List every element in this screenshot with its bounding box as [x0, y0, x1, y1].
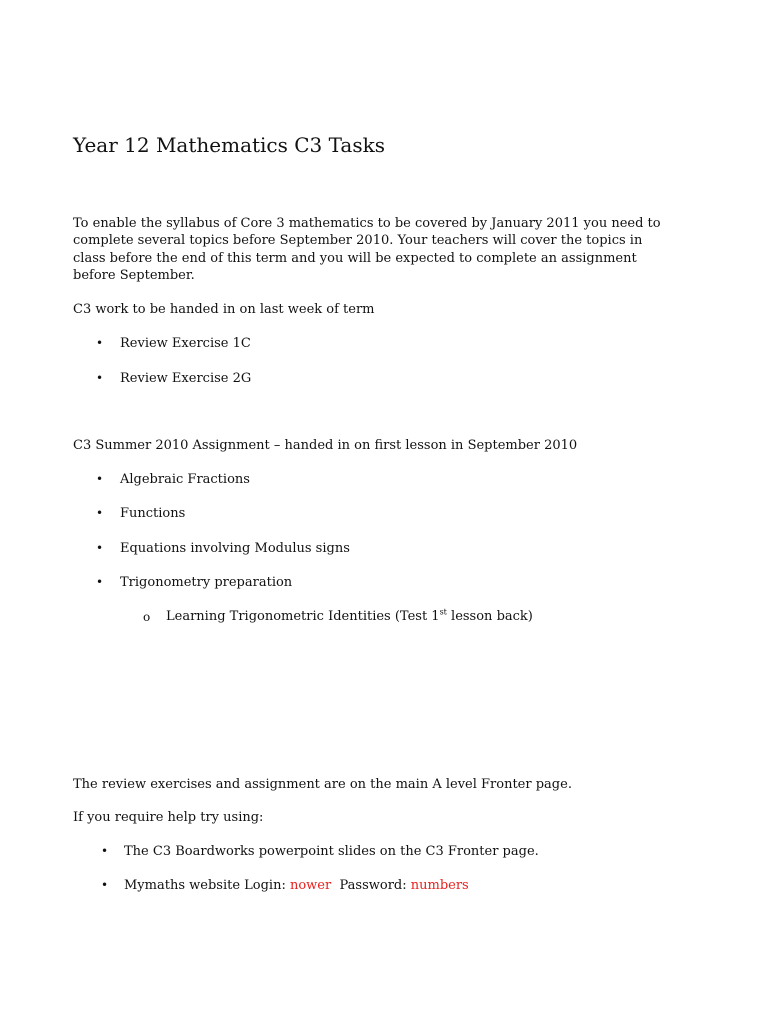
login-value: nower: [289, 878, 332, 893]
help-item-login: [124, 877, 469, 894]
password-value: numbers: [410, 878, 469, 893]
intro-line: class before the end of this term and you will be expected to complete an assignment: [73, 250, 637, 266]
bullet-icon: •: [96, 575, 104, 589]
intro-line: before September.: [73, 267, 195, 283]
list-item: Review Exercise 1C: [120, 336, 251, 351]
help-item: The C3 Boardworks powerpoint slides on the C3 Fronter page.: [124, 844, 539, 859]
bullet-icon: •: [96, 506, 104, 520]
ordinal-superscript: st: [439, 607, 447, 617]
footer-line: The review exercises and assignment are on the main A level Fronter page.: [73, 777, 572, 792]
sub-list-item-text-end: lesson back): [446, 609, 533, 624]
bullet-icon: •: [96, 336, 104, 350]
intro-line: complete several topics before September 2010. Your teachers will cover the topics in: [73, 233, 643, 249]
list-item: Review Exercise 2G: [120, 371, 252, 386]
bullet-icon: •: [96, 541, 104, 555]
bullet-icon: •: [101, 878, 109, 892]
intro-paragraph: [73, 215, 683, 284]
list-item: Equations involving Modulus signs: [120, 541, 350, 556]
intro-line: To enable the syllabus of Core 3 mathematics to be covered by January 2011 you need to: [73, 216, 661, 231]
login-label: Mymaths website Login:: [124, 878, 290, 893]
bullet-icon: •: [101, 844, 109, 858]
sub-list-item: [166, 608, 533, 625]
help-intro: If you require help try using:: [73, 810, 264, 825]
section1-heading: C3 work to be handed in on last week of term: [73, 302, 375, 317]
page-title: Year 12 Mathematics C3 Tasks: [73, 133, 385, 157]
sub-list-item-text: Learning Trigonometric Identities (Test 1: [166, 609, 440, 624]
sub-bullet-icon: o: [143, 610, 151, 624]
list-item: Trigonometry preparation: [120, 575, 293, 590]
list-item: Functions: [120, 506, 186, 521]
list-item: Algebraic Fractions: [120, 472, 250, 487]
password-label: Password:: [339, 878, 411, 893]
bullet-icon: •: [96, 472, 104, 486]
section2-heading: C3 Summer 2010 Assignment – handed in on first lesson in September 2010: [73, 438, 578, 453]
bullet-icon: •: [96, 371, 104, 385]
